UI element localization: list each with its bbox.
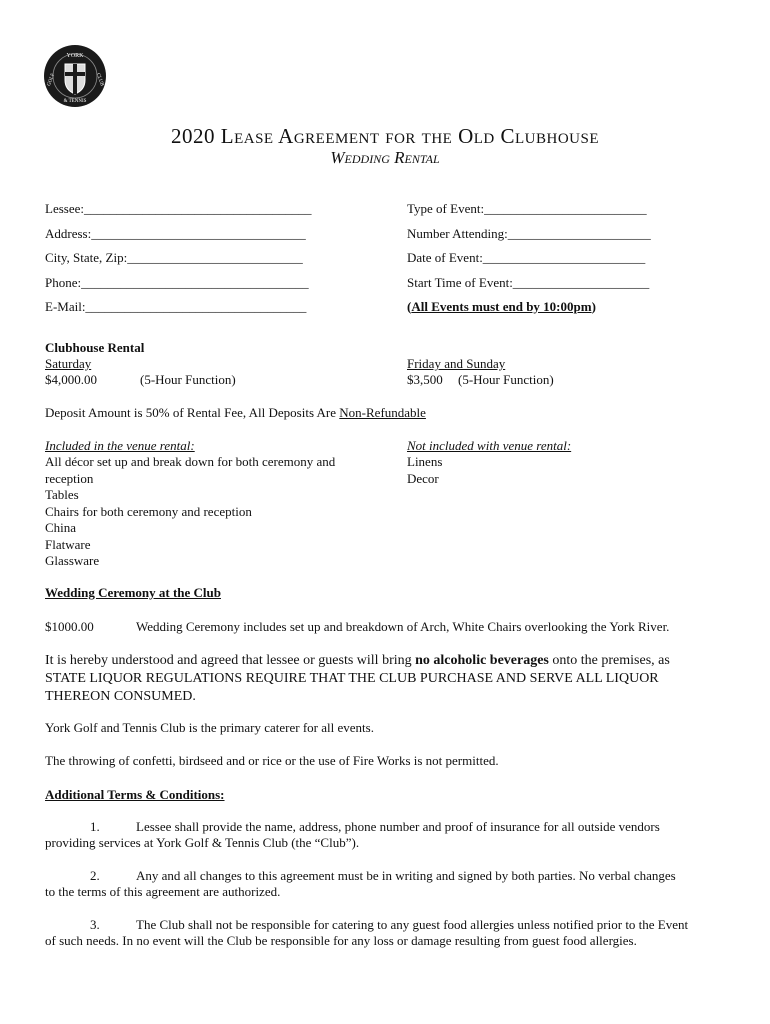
club-logo	[43, 44, 107, 108]
phone-field[interactable]: Phone:___________________________________	[45, 275, 309, 290]
end-time-note	[407, 299, 596, 315]
included-item: Glassware	[45, 553, 100, 568]
alcohol-bold: no alcoholic beverages	[415, 653, 549, 668]
saturday-label: Saturday	[45, 356, 92, 371]
alcohol-line-2: STATE LIQUOR REGULATIONS REQUIRE THAT THE CLUB PURCHASE AND SERVE ALL LIQUOR	[45, 671, 659, 686]
end-note-close: )	[591, 299, 596, 314]
city-state-zip-field[interactable]: City, State, Zip:___________________________	[45, 250, 303, 265]
alcohol-pre: It is hereby understood and agreed that lessee or guests will bring	[45, 653, 416, 668]
caterer-text: York Golf and Tennis Club is the primary caterer for all events.	[45, 720, 374, 735]
included-item: China	[45, 520, 77, 535]
term-line: Any and all changes to this agreement must be in writing and signed by both parties. No verbal changes	[136, 868, 676, 883]
included-item: Tables	[45, 487, 79, 502]
not-included-item: Linens	[407, 454, 443, 469]
start-time-field[interactable]: Start Time of Event:_____________________	[407, 275, 650, 290]
logo-text-club: CLUB	[94, 72, 105, 87]
included-item: Chairs for both ceremony and reception	[45, 504, 252, 519]
not-included-item: Decor	[407, 471, 439, 486]
page-title: 2020 Lease Agreement for the Old Clubhouse	[171, 124, 599, 148]
email-field[interactable]: E-Mail:__________________________________	[45, 299, 307, 314]
included-item: All décor set up and break down for both ceremony and	[45, 454, 336, 469]
terms-heading: Additional Terms & Conditions:	[45, 787, 225, 802]
deposit-nonrefundable: Non-Refundable	[339, 405, 426, 420]
end-note-text: All Events must end by 10:00pm	[411, 299, 592, 314]
friday-sunday-duration: (5-Hour Function)	[458, 372, 554, 387]
term-line: The Club shall not be responsible for catering to any guest food allergies unless notified prior to the Event	[136, 917, 689, 932]
lessee-field[interactable]: Lessee:___________________________________	[45, 201, 312, 216]
friday-sunday-label: Friday and Sunday	[407, 356, 506, 371]
logo-text-york: YORK	[66, 53, 84, 59]
deposit-text	[45, 405, 426, 421]
end-note-open: (	[407, 299, 412, 314]
friday-sunday-price: $3,500	[407, 372, 443, 387]
deposit-text-main: Deposit Amount is 50% of Rental Fee, All Deposits Are	[45, 405, 340, 420]
address-field[interactable]: Address:_________________________________	[45, 226, 306, 241]
term-line: providing services at York Golf & Tennis Club (the “Club”).	[45, 835, 360, 850]
rental-heading: Clubhouse Rental	[45, 340, 145, 355]
alcohol-line-1	[45, 651, 670, 670]
date-of-event-field[interactable]: Date of Event:_________________________	[407, 250, 646, 265]
term-number: 3.	[90, 917, 100, 932]
ceremony-heading: Wedding Ceremony at the Club	[45, 585, 221, 600]
alcohol-line-3: THEREON CONSUMED.	[45, 689, 196, 704]
saturday-price: $4,000.00	[45, 372, 97, 387]
alcohol-post: onto the premises, as	[548, 653, 670, 668]
term-line: Lessee shall provide the name, address, phone number and proof of insurance for all outside vendors	[136, 819, 660, 834]
term-line: of such needs. In no event will the Club be responsible for any loss or damage resulting from guest food allergies.	[45, 933, 637, 948]
ceremony-description: Wedding Ceremony includes set up and breakdown of Arch, White Chairs overlooking the York River.	[136, 619, 670, 634]
included-heading: Included in the venue rental:	[45, 438, 195, 453]
term-number: 2.	[90, 868, 100, 883]
term-number: 1.	[90, 819, 100, 834]
term-line: to the terms of this agreement are authorized.	[45, 884, 281, 899]
included-item: Flatware	[45, 537, 91, 552]
page-subtitle: Wedding Rental	[330, 148, 440, 167]
not-included-heading: Not included with venue rental:	[407, 438, 572, 453]
logo-text-golf: GOLF	[46, 72, 57, 87]
saturday-duration: (5-Hour Function)	[140, 372, 236, 387]
included-item: reception	[45, 471, 94, 486]
logo-text-tennis: & TENNIS	[63, 99, 87, 104]
confetti-text: The throwing of confetti, birdseed and or rice or the use of Fire Works is not permitted.	[45, 753, 499, 768]
type-of-event-field[interactable]: Type of Event:_________________________	[407, 201, 647, 216]
number-attending-field[interactable]: Number Attending:______________________	[407, 226, 651, 241]
ceremony-price: $1000.00	[45, 619, 94, 634]
